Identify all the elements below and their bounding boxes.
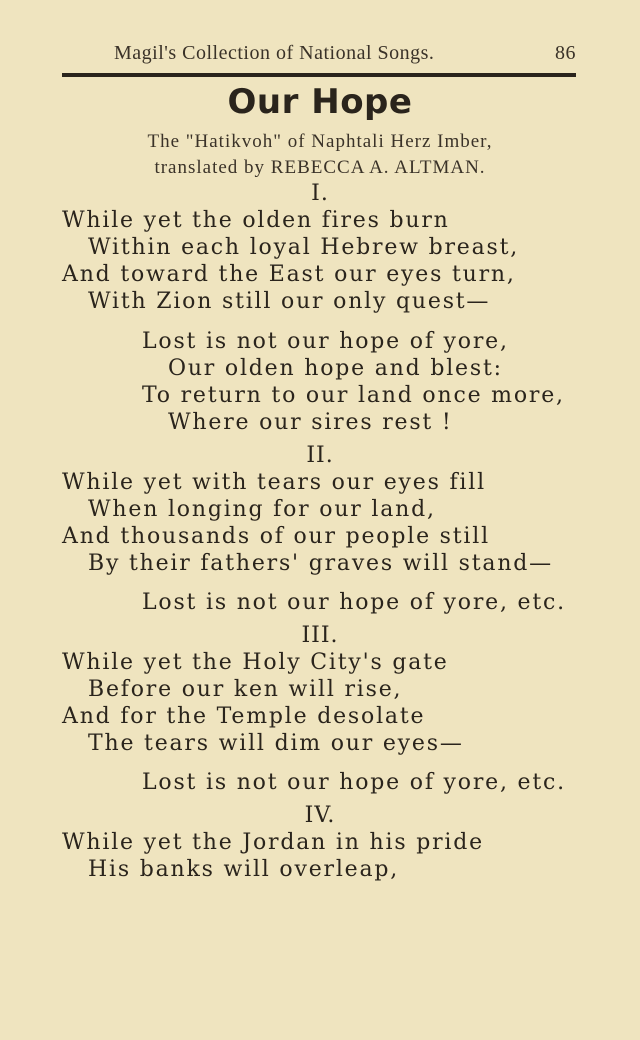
stanza-numeral-2: II. [306,443,334,468]
refrain-line-2: Our olden hope and blest: [168,356,503,381]
page-number: 86 [555,42,576,64]
stanza-1-line-4: With Zion still our only quest— [88,289,491,314]
refrain-short-1: Lost is not our hope of yore, etc. [142,590,566,615]
running-header [62,40,578,70]
stanza-4-line-2: His banks will overleap, [88,857,400,882]
song-title: Our Hope [227,82,413,122]
header-rule [62,73,576,77]
stanza-1-line-3: And toward the East our eyes turn, [62,262,516,287]
stanza-numeral-1: I. [311,181,329,206]
stanza-numeral-3: III. [301,623,339,648]
stanza-2-line-1: While yet with tears our eyes fill [62,470,486,495]
stanza-2-line-3: And thousands of our people still [62,524,490,549]
stanza-4-line-1: While yet the Jordan in his pride [62,830,484,855]
stanza-2-line-2: When longing for our land, [88,497,436,522]
refrain-line-1: Lost is not our hope of yore, [142,329,509,354]
refrain-line-3: To return to our land once more, [142,383,565,408]
stanza-1-line-2: Within each loyal Hebrew breast, [88,235,520,260]
refrain-short-2: Lost is not our hope of yore, etc. [142,770,566,795]
stanza-3-line-4: The tears will dim our eyes— [88,731,464,756]
running-title: Magil's Collection of National Songs. [114,42,435,64]
stanza-3-line-1: While yet the Holy City's gate [62,650,449,675]
stanza-3-line-3: And for the Temple desolate [62,704,426,729]
stanza-2-line-4: By their fathers' graves will stand— [88,551,553,576]
song-subtitle-line1: The "Hatikvoh" of Naphtali Herz Imber, [147,131,493,152]
song-subtitle-line2: translated by REBECCA A. ALTMAN. [154,157,486,178]
stanza-numeral-4: IV. [304,803,336,828]
stanza-1-line-1: While yet the olden fires burn [62,208,450,233]
refrain-line-4: Where our sires rest ! [168,410,453,435]
stanza-3-line-2: Before our ken will rise, [88,677,403,702]
